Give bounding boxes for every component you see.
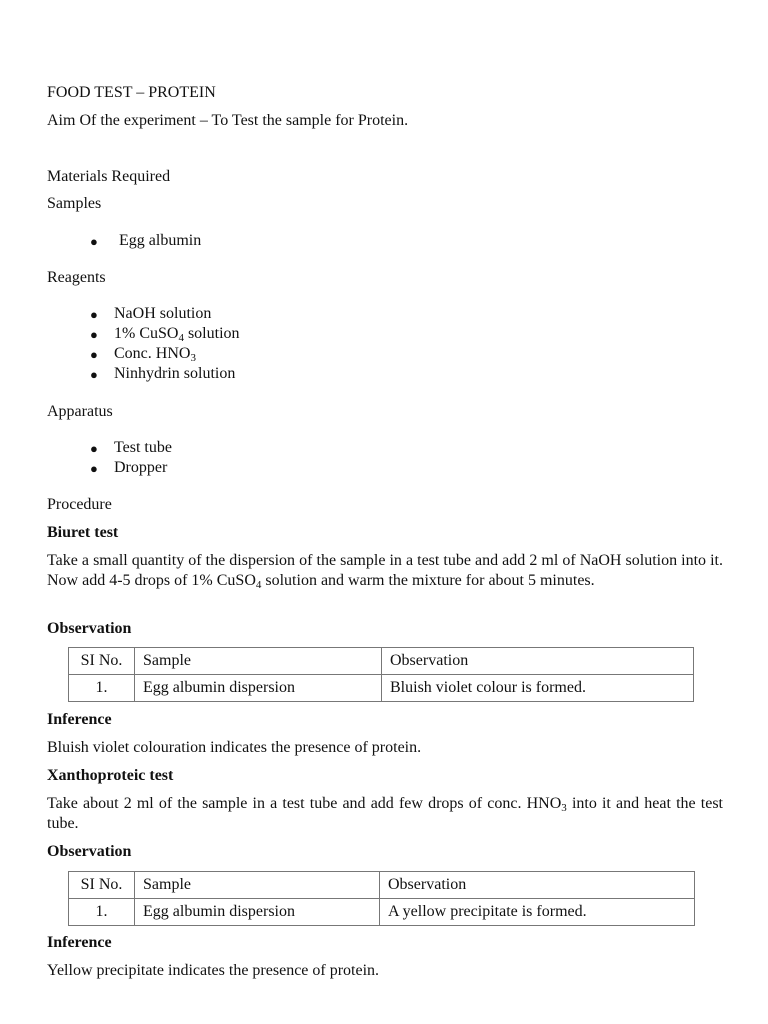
document-title: FOOD TEST – PROTEIN (47, 84, 216, 101)
header-observation: Observation (380, 872, 695, 899)
table-header-row (69, 872, 695, 899)
biuret-inference-text: Bluish violet colouration indicates the presence of protein. (47, 739, 422, 756)
cell-observation: A yellow precipitate is formed. (380, 899, 695, 926)
xantho-observation-table (68, 871, 695, 926)
cell-si-no: 1. (69, 675, 135, 702)
biuret-observation-table (68, 647, 694, 702)
sample-item: Egg albumin (119, 232, 202, 249)
xantho-procedure: Take about 2 ml of the sample in a test tube and add few drops of conc. $HNO_3$ into it and heat the test tube. (47, 795, 723, 832)
bullet-icon: ● (90, 327, 98, 342)
apparatus-item: Dropper (114, 459, 168, 476)
aim-text: Aim Of the experiment – To Test the sample for Protein. (47, 112, 409, 129)
materials-heading: Materials Required (47, 168, 171, 185)
header-si-no: SI No. (69, 648, 135, 675)
reagent-item: Conc. $HNO_3$ (114, 345, 196, 364)
xantho-heading: Xanthoproteic test (47, 767, 174, 784)
biuret-observation-heading: Observation (47, 620, 132, 637)
xantho-observation-heading: Observation (47, 843, 132, 860)
cell-si-no: 1. (69, 899, 135, 926)
reagents-heading: Reagents (47, 269, 106, 286)
apparatus-heading: Apparatus (47, 403, 113, 420)
bullet-icon: ● (90, 307, 98, 322)
xantho-inference-text: Yellow precipitate indicates the presence of protein. (47, 962, 380, 979)
header-sample: Sample (135, 872, 380, 899)
biuret-inference-heading: Inference (47, 711, 112, 728)
cell-observation: Bluish violet colour is formed. (382, 675, 694, 702)
cell-sample: Egg albumin dispersion (135, 899, 380, 926)
reagent-item: NaOH solution (114, 305, 212, 322)
table-row (69, 899, 695, 926)
cell-sample: Egg albumin dispersion (135, 675, 382, 702)
header-sample: Sample (135, 648, 382, 675)
table-header-row (69, 648, 694, 675)
procedure-heading: Procedure (47, 496, 112, 513)
bullet-icon: ● (90, 461, 98, 476)
reagent-item: Ninhydrin solution (114, 365, 236, 382)
bullet-icon: ● (90, 347, 98, 362)
samples-heading: Samples (47, 195, 102, 212)
bullet-icon: ● (90, 367, 98, 382)
header-observation: Observation (382, 648, 694, 675)
bullet-icon: ● (90, 234, 98, 249)
header-si-no: SI No. (69, 872, 135, 899)
biuret-heading: Biuret test (47, 524, 119, 541)
biuret-procedure: Take a small quantity of the dispersion of the sample in a test tube and add 2 ml of NaOH solution into it. Now add 4-5 drops of 1% CuSO$_4$ solution and warm the mixture for about 5 minutes. (47, 552, 723, 591)
bullet-icon: ● (90, 441, 98, 456)
reagent-item: 1% CuSO$_4$ solution (114, 325, 240, 344)
apparatus-item: Test tube (114, 439, 172, 456)
table-row (69, 675, 694, 702)
xantho-inference-heading: Inference (47, 934, 112, 951)
